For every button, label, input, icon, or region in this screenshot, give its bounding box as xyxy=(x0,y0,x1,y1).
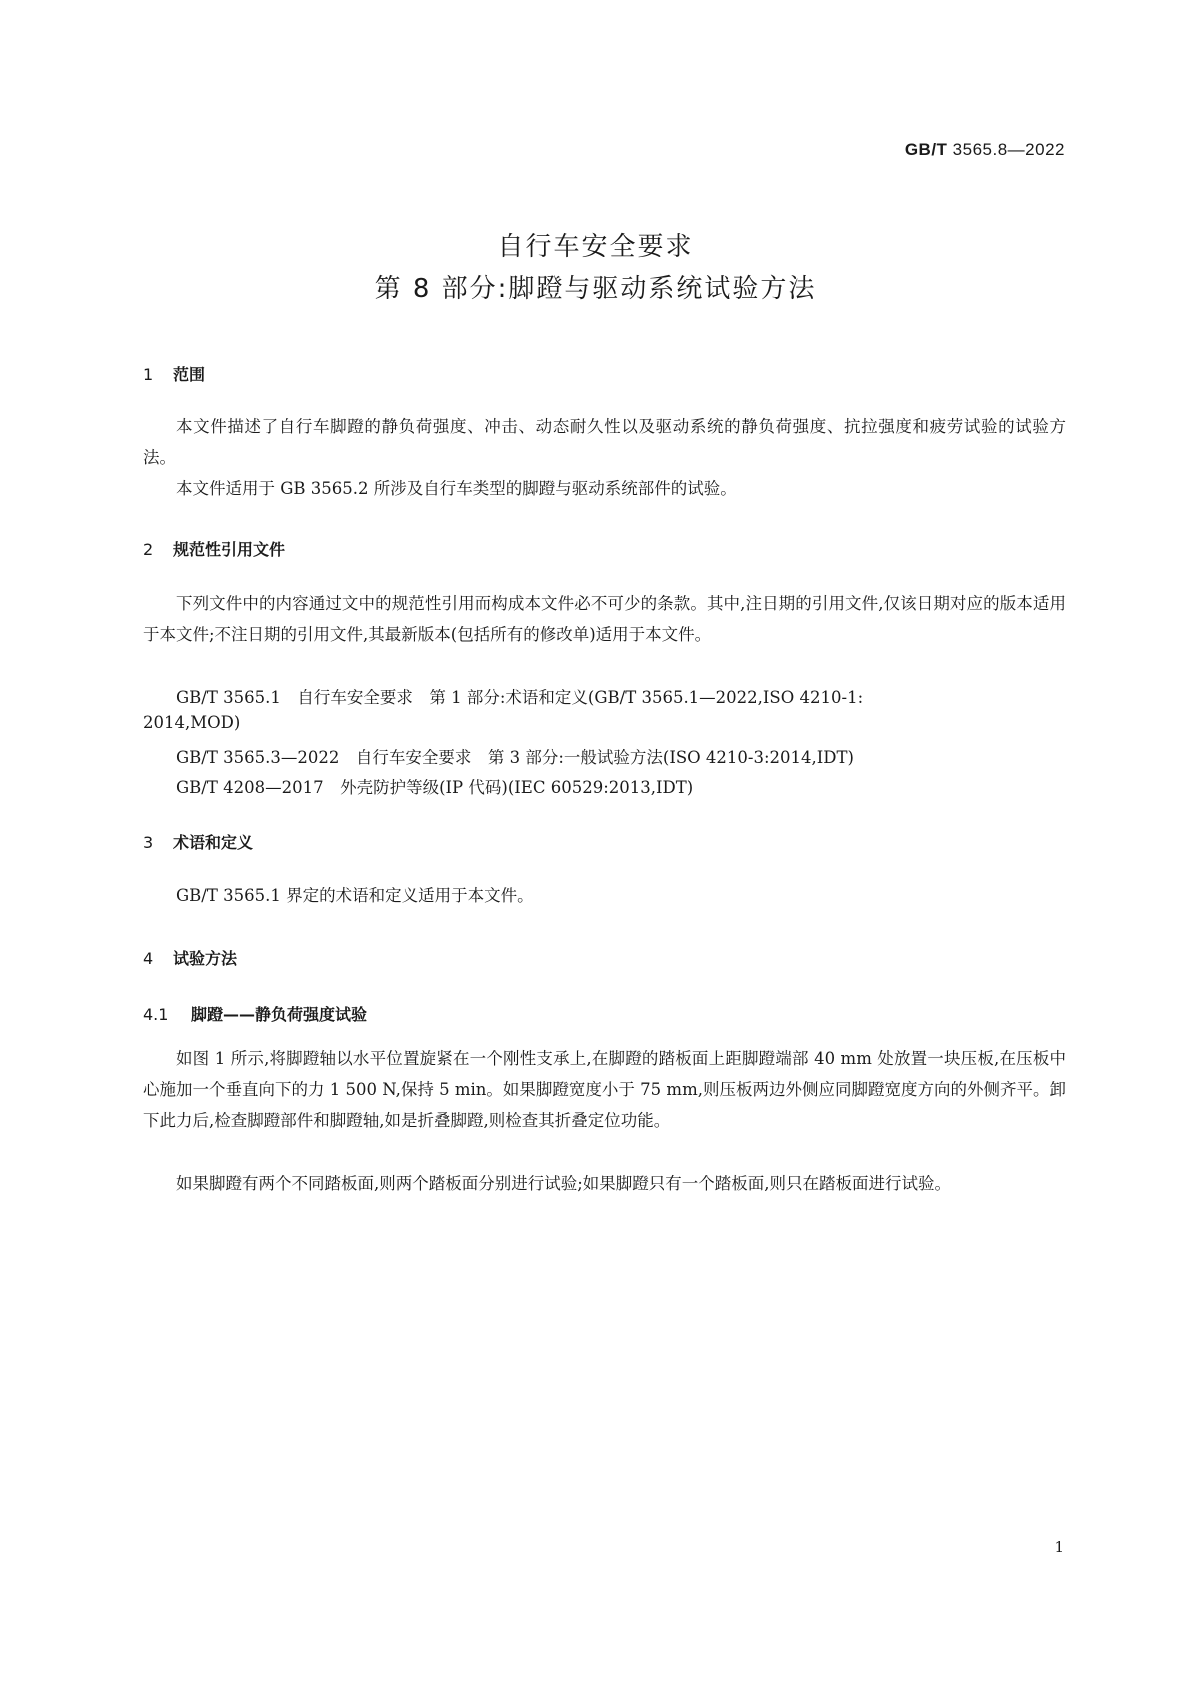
section-title: 术语和定义 xyxy=(173,833,254,852)
standard-code xyxy=(905,140,1065,160)
section-4-heading xyxy=(143,946,237,969)
section-number: 1 xyxy=(143,365,154,384)
document-title: 自行车安全要求 xyxy=(497,232,694,262)
section-title: 规范性引用文件 xyxy=(173,540,286,559)
section-number: 4 xyxy=(143,949,154,968)
section-3-heading xyxy=(143,830,253,853)
section-number: 2 xyxy=(143,540,154,559)
section-4-1-heading xyxy=(143,1002,367,1025)
section-number: 4.1 xyxy=(143,1005,169,1024)
section-2-paragraph-1: 下列文件中的内容通过文中的规范性引用而构成本文件必不可少的条款。其中,注日期的引用文件,仅该日期对应的版本适用于本文件;不注日期的引用文件,其最新版本(包括所有的修改单)适用于本文件。 xyxy=(143,594,1066,644)
standard-prefix: GB/T xyxy=(904,140,948,159)
section-4-1-paragraph-2: 如果脚蹬有两个不同踏板面,则两个踏板面分别进行试验;如果脚蹬只有一个踏板面,则只在踏板面进行试验。 xyxy=(176,1174,952,1193)
section-number: 3 xyxy=(143,833,154,852)
section-title: 试验方法 xyxy=(173,949,238,968)
section-2-heading xyxy=(143,537,285,560)
reference-2: GB/T 3565.3—2022 自行车安全要求 第 3 部分:一般试验方法(ISO 4210-3:2014,IDT) xyxy=(176,748,854,767)
section-1-heading xyxy=(143,362,205,385)
reference-3: GB/T 4208—2017 外壳防护等级(IP 代码)(IEC 60529:2013,IDT) xyxy=(176,778,694,797)
standard-number: 3565.8—2022 xyxy=(952,140,1065,159)
section-title: 范围 xyxy=(173,365,206,384)
page-number: 1 xyxy=(1054,1538,1064,1556)
section-3-paragraph-1: GB/T 3565.1 界定的术语和定义适用于本文件。 xyxy=(176,886,534,905)
document-subtitle: 第 8 部分:脚蹬与驱动系统试验方法 xyxy=(374,274,817,304)
reference-1: GB/T 3565.1 自行车安全要求 第 1 部分:术语和定义(GB/T 3565.1—2022,ISO 4210-1: xyxy=(176,688,864,707)
section-1-paragraph-2: 本文件适用于 GB 3565.2 所涉及自行车类型的脚蹬与驱动系统部件的试验。 xyxy=(176,479,737,498)
section-1-paragraph-1: 本文件描述了自行车脚蹬的静负荷强度、冲击、动态耐久性以及驱动系统的静负荷强度、抗拉强度和疲劳试验的试验方法。 xyxy=(143,417,1066,467)
section-4-1-paragraph-1: 如图 1 所示,将脚蹬轴以水平位置旋紧在一个刚性支承上,在脚蹬的踏板面上距脚蹬端部 40 mm 处放置一块压板,在压板中心施加一个垂直向下的力 1 500 N,保持 5 min。如果脚蹬宽度小于 75 mm,则压板两边外侧应同脚蹬宽度方向的外侧齐平。卸下此力后,检查脚蹬部件和脚蹬轴,如是折叠脚蹬,则检查其折叠定位功能。 xyxy=(143,1049,1066,1130)
reference-1-continued: 2014,MOD) xyxy=(143,713,241,732)
section-title: 脚蹬——静负荷强度试验 xyxy=(191,1005,368,1024)
